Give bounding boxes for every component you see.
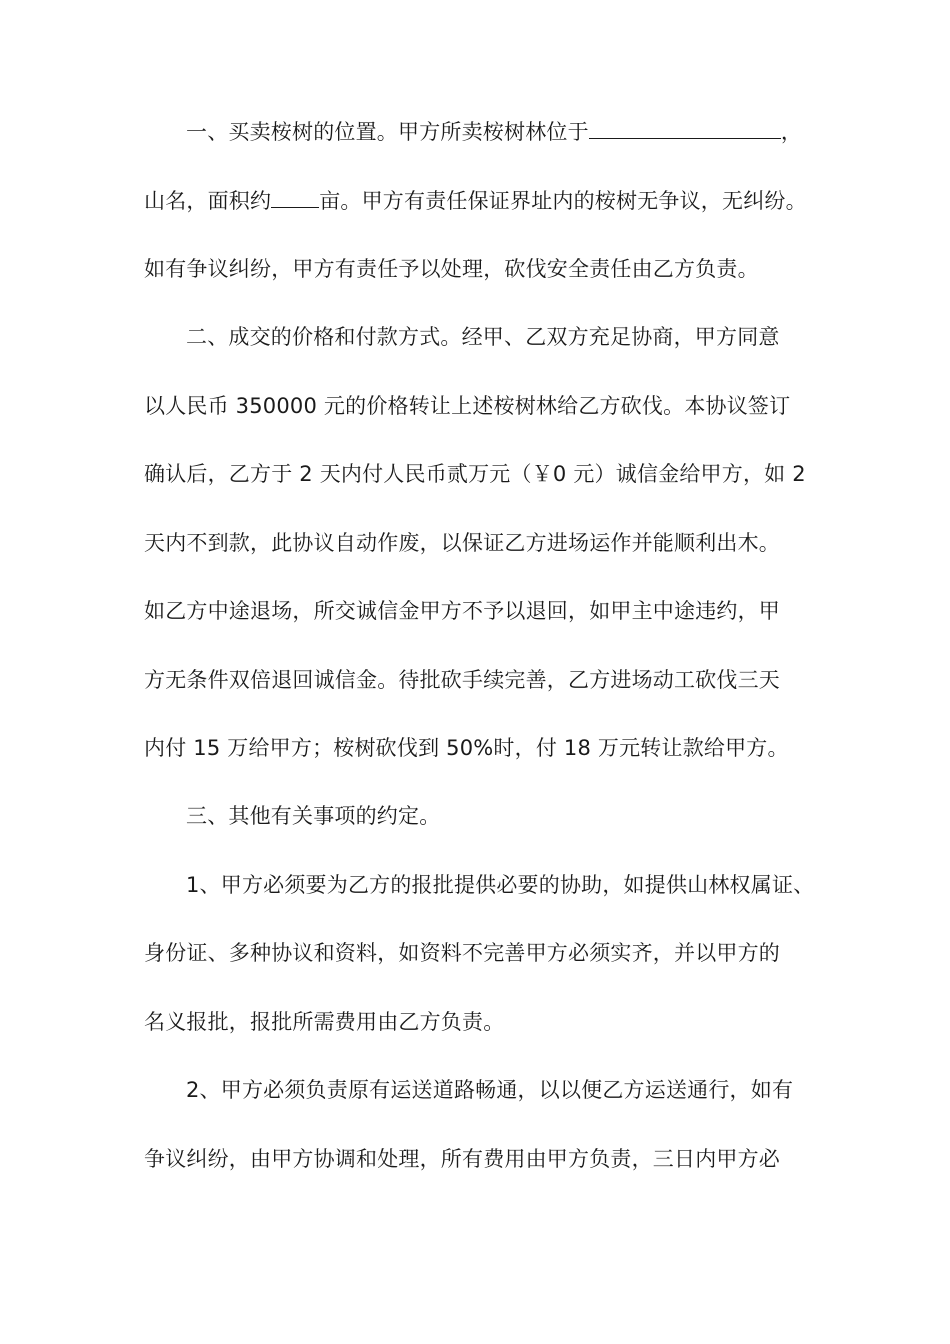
text-segment: 一、买卖桉树的位置。甲方所卖桉树林位于 — [186, 120, 589, 144]
paragraph-2-line-7: 内付 15 万给甲方；桉树砍伐到 50%时，付 18 万元转让款给甲方。 — [144, 736, 789, 760]
paragraph-2-line-2: 以人民币 350000 元的价格转让上述桉树林给乙方砍伐。本协议签订 — [144, 394, 791, 418]
clause-2-line-1: 2、甲方必须负责原有运送道路畅通，以以便乙方运送通行，如有 — [186, 1078, 794, 1102]
text-segment: ， — [780, 120, 803, 144]
paragraph-1-line-2 — [144, 185, 824, 215]
area-blank — [271, 185, 319, 208]
paragraph-1-line-3: 如有争议纠纷，甲方有责任予以处理，砍伐安全责任由乙方负责。 — [144, 257, 759, 281]
paragraph-3-heading: 三、其他有关事项的约定。 — [186, 804, 441, 828]
paragraph-2-line-5: 如乙方中途退场，所交诚信金甲方不予以退回，如甲主中途违约，甲 — [144, 599, 780, 623]
paragraph-2-line-3: 确认后，乙方于 2 天内付人民币贰万元（￥0 元）诚信金给甲方，如 2 — [144, 462, 806, 486]
paragraph-1-line-1 — [186, 116, 826, 146]
clause-1-line-3: 名义报批，报批所需费用由乙方负责。 — [144, 1010, 505, 1034]
location-blank — [589, 116, 781, 139]
paragraph-2-line-1: 二、成交的价格和付款方式。经甲、乙双方充足协商，甲方同意 — [186, 325, 780, 349]
clause-2-line-2: 争议纠纷，由甲方协调和处理，所有费用由甲方负责，三日内甲方必 — [144, 1147, 780, 1171]
paragraph-2-line-4: 天内不到款，此协议自动作废，以保证乙方进场运作并能顺利出木。 — [144, 531, 780, 555]
text-segment: 亩。甲方有责任保证界址内的桉树无争议，无纠纷。 — [319, 189, 807, 213]
text-segment: 山名，面积约 — [144, 189, 272, 213]
clause-1-line-1: 1、甲方必须要为乙方的报批提供必要的协助，如提供山林权属证、 — [186, 873, 815, 897]
clause-1-line-2: 身份证、多种协议和资料，如资料不完善甲方必须实齐，并以甲方的 — [144, 941, 780, 965]
paragraph-2-line-6: 方无条件双倍退回诚信金。待批砍手续完善，乙方进场动工砍伐三天 — [144, 668, 780, 692]
